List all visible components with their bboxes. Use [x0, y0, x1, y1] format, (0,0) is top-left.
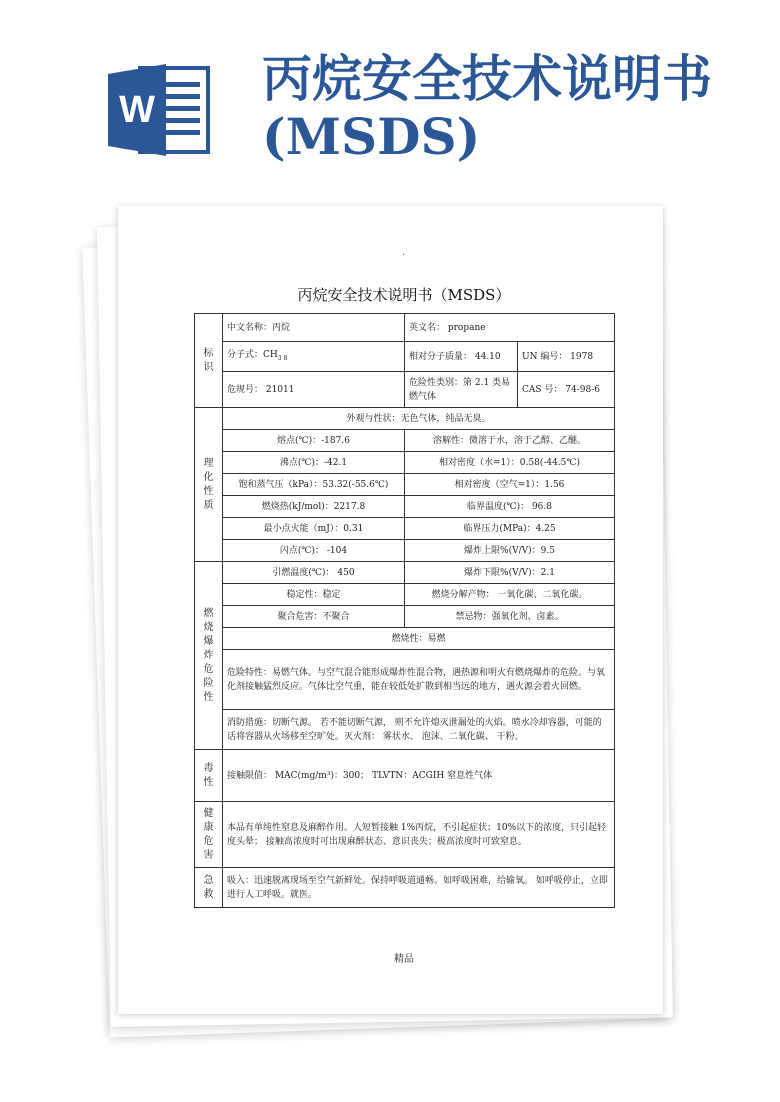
health-hazard-cell: 本品有单纯性窒息及麻醉作用。人短暂接触 1%丙烷，不引起症状；10%以下的浓度，只引起轻度头晕； 接触高浓度时可出现麻醉状态、意识丧失；极高浓度时可致窒息。	[223, 802, 615, 868]
incompatible-cell: 禁忌物：强氧化剂、卤素。	[405, 606, 615, 628]
combustion-heat-cell: 燃烧热(kJ/mol)：2217.8	[223, 496, 405, 518]
section-label-toxicity: 毒 性	[195, 750, 223, 802]
autoignition-cell: 引燃温度(℃)： 450	[223, 562, 405, 584]
hazard-characteristics-cell: 危险特性：易燃气体。与空气混合能形成爆炸性混合物，遇热源和明火有燃烧爆炸的危险。与氧化剂接触猛烈反应。气体比空气重，能在较低处扩散到相当远的地方，遇火源会着火回燃。	[223, 650, 615, 710]
table-row	[195, 342, 615, 372]
document-title: 丙烷安全技术说明书（MSDS）	[297, 286, 511, 304]
table-row	[195, 868, 615, 908]
melting-point-cell: 熔点(℃)：-187.6	[223, 430, 405, 452]
polymerization-cell: 聚合危害：不聚合	[223, 606, 405, 628]
hazard-no-cell: 危规号： 21011	[223, 372, 405, 408]
formula-subscript: 3 8	[277, 354, 288, 362]
decomposition-cell: 燃烧分解产物： 一氧化碳、二氧化碳。	[405, 584, 615, 606]
density-water-cell: 相对密度（水=1）：0.58(-44.5℃)	[405, 452, 615, 474]
table-row	[195, 408, 615, 430]
mol-weight-cell: 相对分子质量： 44.10	[405, 342, 518, 372]
stability-cell: 稳定性：稳定	[223, 584, 405, 606]
table-row	[195, 584, 615, 606]
density-air-cell: 相对密度（空气=1）：1.56	[405, 474, 615, 496]
first-aid-cell: 吸入：迅速脱离现场至空气新鲜处。保持呼吸道通畅。如呼吸困难，给输氧。 如呼吸停止，立即进行人工呼吸。就医。	[223, 868, 615, 908]
ignition-energy-cell: 最小点火能（mJ）：0.31	[223, 518, 405, 540]
page-footer: 精品	[394, 954, 414, 965]
critical-pressure-cell: 临界压力(MPa)：4.25	[405, 518, 615, 540]
upper-limit-cell: 爆炸上限%(V/V)：9.5	[405, 540, 615, 562]
firefighting-cell: 消防措施：切断气源。 若不能切断气源， 则不允许熄灭泄漏处的火焰。喷水冷却容器，可能的话将容器从火场移至空旷处。灭火剂： 雾状水、 泡沫、二氧化碳、 干粉。	[223, 710, 615, 750]
table-row	[195, 496, 615, 518]
hazard-class-cell: 危险性类别：第 2.1 类易燃气体	[405, 372, 518, 408]
table-row	[195, 518, 615, 540]
flammability-cell: 燃烧性：易燃	[223, 628, 615, 650]
formula-cell	[223, 342, 405, 372]
en-name-cell: 英文名： propane	[405, 314, 615, 342]
appearance-cell: 外观与性状：无色气体，纯品无臭。	[223, 408, 615, 430]
lower-limit-cell: 爆炸下限%(V/V)：2.1	[405, 562, 615, 584]
toxicity-cell: 接触限值： MAC(mg/m³)：300； TLVTN：ACGIH 窒息性气体	[223, 750, 615, 802]
boiling-point-cell: 沸点(℃)：-42.1	[223, 452, 405, 474]
table-row	[195, 474, 615, 496]
vapor-pressure-cell: 饱和蒸气压（kPa）：53.32(-55.6℃)	[223, 474, 405, 496]
section-label-physchem: 理 化 性 质	[195, 408, 223, 562]
section-label-firstaid: 急 救	[195, 868, 223, 908]
table-row	[195, 710, 615, 750]
section-label-fire: 燃 烧 爆 炸 危 险 性	[195, 562, 223, 750]
critical-temp-cell: 临界温度(℃)： 96.8	[405, 496, 615, 518]
flash-point-cell: 闪点(℃)： -104	[223, 540, 405, 562]
section-label-health: 健 康 危 害	[195, 802, 223, 868]
table-row	[195, 540, 615, 562]
msds-table	[194, 313, 615, 908]
un-no-cell: UN 编号： 1978	[518, 342, 615, 372]
table-row	[195, 750, 615, 802]
table-row	[195, 802, 615, 868]
formula-label: 分子式：	[227, 349, 264, 360]
table-row	[195, 606, 615, 628]
table-row	[195, 628, 615, 650]
table-row	[195, 314, 615, 342]
formula-base: CH	[263, 349, 278, 360]
table-row	[195, 650, 615, 710]
solubility-cell: 溶解性：微溶于水，溶于乙醇、乙醚。	[405, 430, 615, 452]
table-row	[195, 562, 615, 584]
svg-text:W: W	[119, 89, 155, 131]
page-title: 丙烷安全技术说明书(MSDS)	[262, 49, 712, 166]
cn-name-cell: 中文名称：丙烷	[223, 314, 405, 342]
table-row	[195, 452, 615, 474]
cas-cell: CAS 号： 74-98-6	[518, 372, 615, 408]
page-dot: ·	[402, 250, 406, 261]
table-row	[195, 430, 615, 452]
word-document-icon	[108, 64, 212, 156]
table-row	[195, 372, 615, 408]
section-label-identity: 标 识	[195, 314, 223, 408]
